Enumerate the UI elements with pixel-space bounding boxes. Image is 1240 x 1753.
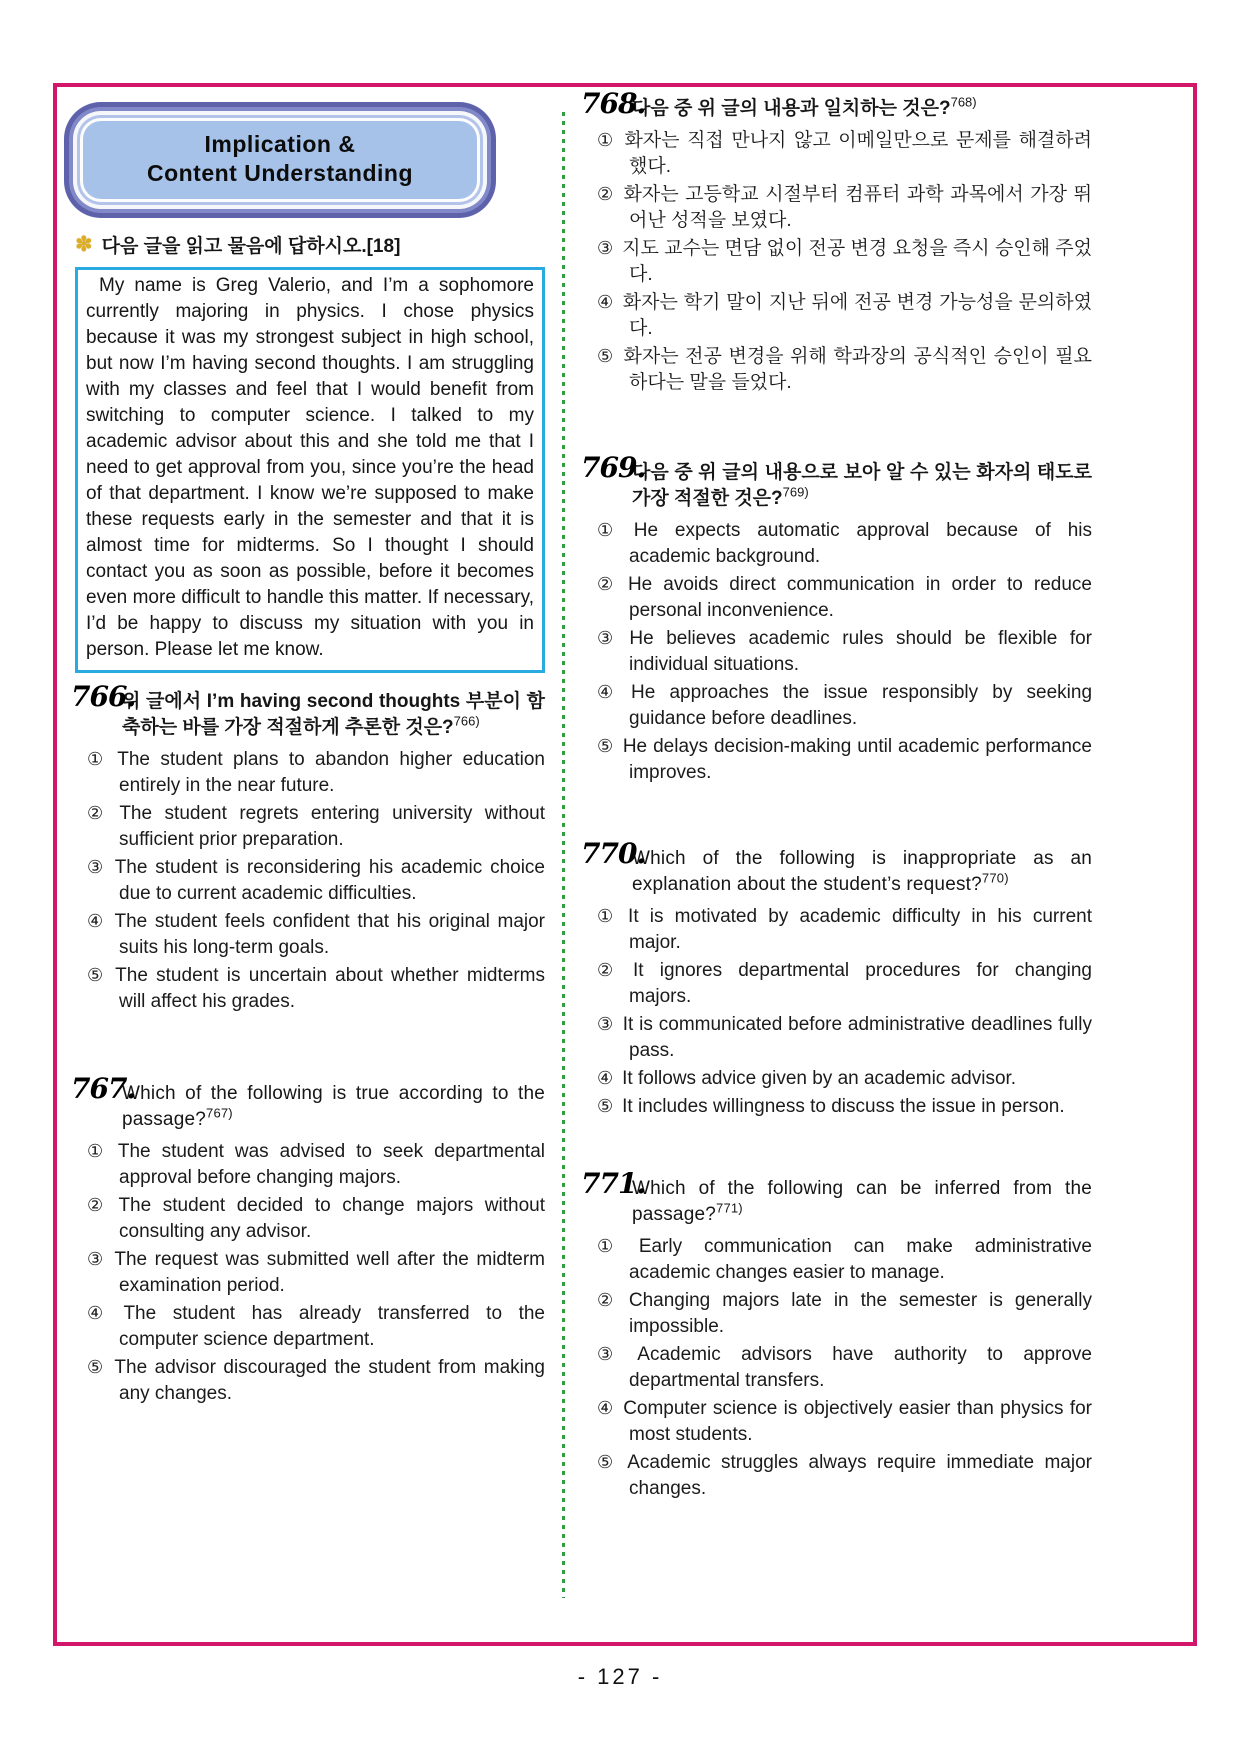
- question-769: [581, 451, 1093, 786]
- option-marker: ④: [597, 1398, 615, 1418]
- option-row: [585, 343, 1092, 396]
- option-marker: ③: [597, 238, 614, 258]
- option-text: The student has already transferred to the computer science department.: [119, 1303, 545, 1350]
- option-text: 화자는 학기 말이 지난 뒤에 전공 변경 가능성을 문의하였다.: [622, 292, 1092, 339]
- option-row: [585, 1287, 1092, 1340]
- option-text: Academic struggles always require immediate major changes.: [627, 1452, 1092, 1499]
- option-marker: ③: [87, 857, 106, 877]
- option-marker: ③: [597, 1344, 629, 1364]
- option-text: He avoids direct communication in order to reduce personal inconvenience.: [627, 574, 1092, 621]
- option-row: [585, 517, 1092, 570]
- question-770: [581, 837, 1092, 1120]
- option-row: [75, 908, 545, 961]
- option-text: It is motivated by academic difficulty in his current major.: [628, 906, 1092, 953]
- option-text: 지도 교수는 면담 없이 전공 변경 요청을 즉시 승인해 주었다.: [622, 238, 1093, 285]
- passage-box: [75, 267, 545, 673]
- option-marker: ④: [597, 682, 623, 702]
- option-text: Academic advisors have authority to approve departmental transfers.: [629, 1344, 1092, 1391]
- option-row: [75, 1354, 545, 1407]
- question-768: [581, 87, 1093, 396]
- option-row: [585, 181, 1092, 234]
- option-marker: ③: [597, 1014, 614, 1034]
- question-number: 771.: [581, 1167, 646, 1200]
- option-text: He believes academic rules should be flexible for individual situations.: [629, 628, 1092, 675]
- option-marker: ⑤: [597, 1096, 614, 1116]
- option-row: [585, 1093, 1092, 1120]
- option-marker: ②: [597, 574, 619, 594]
- question-ref: 770): [981, 870, 1009, 886]
- option-marker: ⑤: [597, 1452, 619, 1472]
- question-ref: 769): [782, 484, 809, 500]
- question-head: [71, 1072, 545, 1133]
- right-column: [581, 87, 1093, 1503]
- option-text: 화자는 고등학교 시절부터 컴퓨터 과학 과목에서 가장 뛰어난 성적을 보였다.: [623, 184, 1092, 231]
- option-row: [585, 571, 1092, 624]
- option-marker: ⑤: [597, 736, 614, 756]
- question-number: 768.: [581, 87, 646, 120]
- option-marker: ①: [597, 520, 625, 540]
- option-marker: ②: [597, 184, 615, 204]
- option-row: [585, 679, 1092, 732]
- option-text: He expects automatic approval because of his academic background.: [629, 520, 1093, 567]
- question-ref: 767): [206, 1105, 233, 1121]
- option-text: The student is uncertain about whether midterms will affect his grades.: [115, 965, 545, 1012]
- question-head: [71, 680, 545, 741]
- option-text: The request was submitted well after the midterm examination period.: [114, 1249, 545, 1296]
- option-text: He delays decision-making until academic performance improves.: [622, 736, 1092, 783]
- question-ref: 768): [950, 94, 977, 110]
- option-marker: ⑤: [597, 346, 615, 366]
- option-text: It ignores departmental procedures for changing majors.: [629, 960, 1092, 1007]
- option-text: Changing majors late in the semester is generally impossible.: [628, 1290, 1092, 1337]
- option-row: [585, 1341, 1092, 1394]
- option-marker: ①: [87, 749, 109, 769]
- option-text: The student is reconsidering his academic choice due to current academic difficulties.: [114, 857, 545, 904]
- question-number: 769.: [581, 451, 646, 484]
- option-marker: ④: [87, 911, 106, 931]
- option-marker: ⑤: [87, 1357, 106, 1377]
- option-marker: ③: [597, 628, 621, 648]
- question-stem: 다음 중 위 글의 내용으로 보아 알 수 있는 화자의 태도로 가장 적절한 것은?$^{769)}$: [632, 462, 1092, 509]
- option-marker: ③: [87, 1249, 106, 1269]
- question-stem: Which of the following is inappropriate as an explanation about the student’s request?$^{770)}$: [632, 848, 1092, 895]
- option-text: The student regrets entering university without sufficient prior preparation.: [119, 803, 545, 850]
- option-row: [75, 1192, 545, 1245]
- flower-icon: ✽: [75, 233, 93, 256]
- option-row: [585, 1449, 1092, 1502]
- option-row: [75, 746, 545, 799]
- option-marker: ②: [597, 1290, 620, 1310]
- option-row: [585, 1065, 1092, 1092]
- option-row: [585, 625, 1092, 678]
- question-stem: Which of the following can be inferred from the passage?$^{771)}$: [632, 1178, 1092, 1225]
- option-text: It includes willingness to discuss the issue in person.: [622, 1096, 1065, 1117]
- option-marker: ①: [597, 906, 620, 926]
- page-number: - 127 -: [577, 1664, 663, 1689]
- option-row: [75, 1246, 545, 1299]
- option-row: [585, 733, 1092, 786]
- option-row: [585, 127, 1092, 180]
- option-text: Computer science is objectively easier than physics for most students.: [623, 1398, 1092, 1445]
- option-text: 화자는 전공 변경을 위해 학과장의 공식적인 승인이 필요하다는 말을 들었다.: [623, 346, 1092, 393]
- option-row: [585, 1233, 1092, 1286]
- option-marker: ①: [597, 130, 616, 150]
- option-marker: ④: [87, 1303, 115, 1323]
- option-text: The student feels confident that his original major suits his long-term goals.: [114, 911, 545, 958]
- option-marker: ②: [87, 1195, 110, 1215]
- option-text: 화자는 직접 만나지 않고 이메일만으로 문제를 해결하려 했다.: [624, 130, 1092, 177]
- passage-text: My name is Greg Valerio, and I’m a sophomore currently majoring in physics. I chose physics because it was my strongest subject in high school, but now I’m having second thoughts. I am struggling with my classes and feel that I would benefit from switching to computer science. I talked to my academic advisor about this and she told me that I need to get approval from you, since you’re the head of that department. I know we’re supposed to make these requests early in the semester and that it is almost time for midterms. So I thought I should contact you as soon as possible, before it becomes even more difficult to handle this matter. If necessary, I’d be happy to discuss my situation with you in person. Please let me know.: [86, 275, 534, 660]
- question-number: 767.: [71, 1072, 136, 1105]
- option-row: [585, 903, 1092, 956]
- badge-title-line1: Implication &: [204, 131, 356, 157]
- question-head: [581, 451, 1092, 512]
- option-text: The student plans to abandon higher education entirely in the near future.: [117, 749, 545, 796]
- option-marker: ①: [87, 1141, 109, 1161]
- instruction-row: [75, 231, 545, 258]
- instruction-text: 다음 글을 읽고 물음에 답하시오.[18]: [101, 236, 401, 257]
- option-marker: ④: [597, 1068, 614, 1088]
- option-text: The student decided to change majors without consulting any advisor.: [118, 1195, 545, 1242]
- option-row: [75, 1138, 545, 1191]
- badge-title-line2: Content Understanding: [146, 160, 414, 186]
- option-row: [75, 1300, 545, 1353]
- option-marker: ④: [597, 292, 614, 312]
- question-number: 770.: [581, 837, 646, 870]
- option-marker: ①: [597, 1236, 630, 1256]
- option-row: [585, 289, 1092, 342]
- option-row: [585, 957, 1092, 1010]
- question-head: [581, 87, 1092, 122]
- option-text: It follows advice given by an academic advisor.: [622, 1068, 1017, 1089]
- option-row: [585, 1011, 1092, 1064]
- question-ref: 766): [453, 713, 480, 729]
- option-text: He approaches the issue responsibly by seeking guidance before deadlines.: [629, 682, 1093, 729]
- question-head: [581, 1167, 1092, 1228]
- question-stem: 다음 중 위 글의 내용과 일치하는 것은?$^{768)}$: [632, 94, 977, 119]
- question-771: [581, 1167, 1092, 1502]
- option-row: [75, 800, 545, 853]
- option-text: The advisor discouraged the student from making any changes.: [114, 1357, 546, 1404]
- question-number: 766.: [71, 680, 136, 713]
- question-stem: 위 글에서 I’m having second thoughts 부분이 함축하는 바를 가장 적절하게 추론한 것은?$^{766)}$: [122, 691, 545, 738]
- option-marker: ②: [597, 960, 625, 980]
- option-row: [75, 962, 545, 1015]
- left-column: [71, 100, 546, 1408]
- question-ref: 771): [716, 1200, 743, 1216]
- question-stem: Which of the following is true according to the passage?$^{767)}$: [122, 1083, 545, 1130]
- header-badge: [83, 121, 477, 199]
- option-text: Early communication can make administrative academic changes easier to manage.: [629, 1236, 1092, 1283]
- option-row: [585, 1395, 1092, 1448]
- question-head: [581, 837, 1092, 898]
- option-marker: ②: [87, 803, 111, 823]
- column-divider: [562, 112, 565, 1598]
- option-text: It is communicated before administrative deadlines fully pass.: [622, 1014, 1092, 1061]
- option-row: [75, 854, 545, 907]
- question-766: [71, 680, 545, 1015]
- question-767: [71, 1072, 546, 1407]
- option-marker: ⑤: [87, 965, 107, 985]
- option-row: [585, 235, 1092, 288]
- option-text: The student was advised to seek departmental approval before changing majors.: [117, 1141, 546, 1188]
